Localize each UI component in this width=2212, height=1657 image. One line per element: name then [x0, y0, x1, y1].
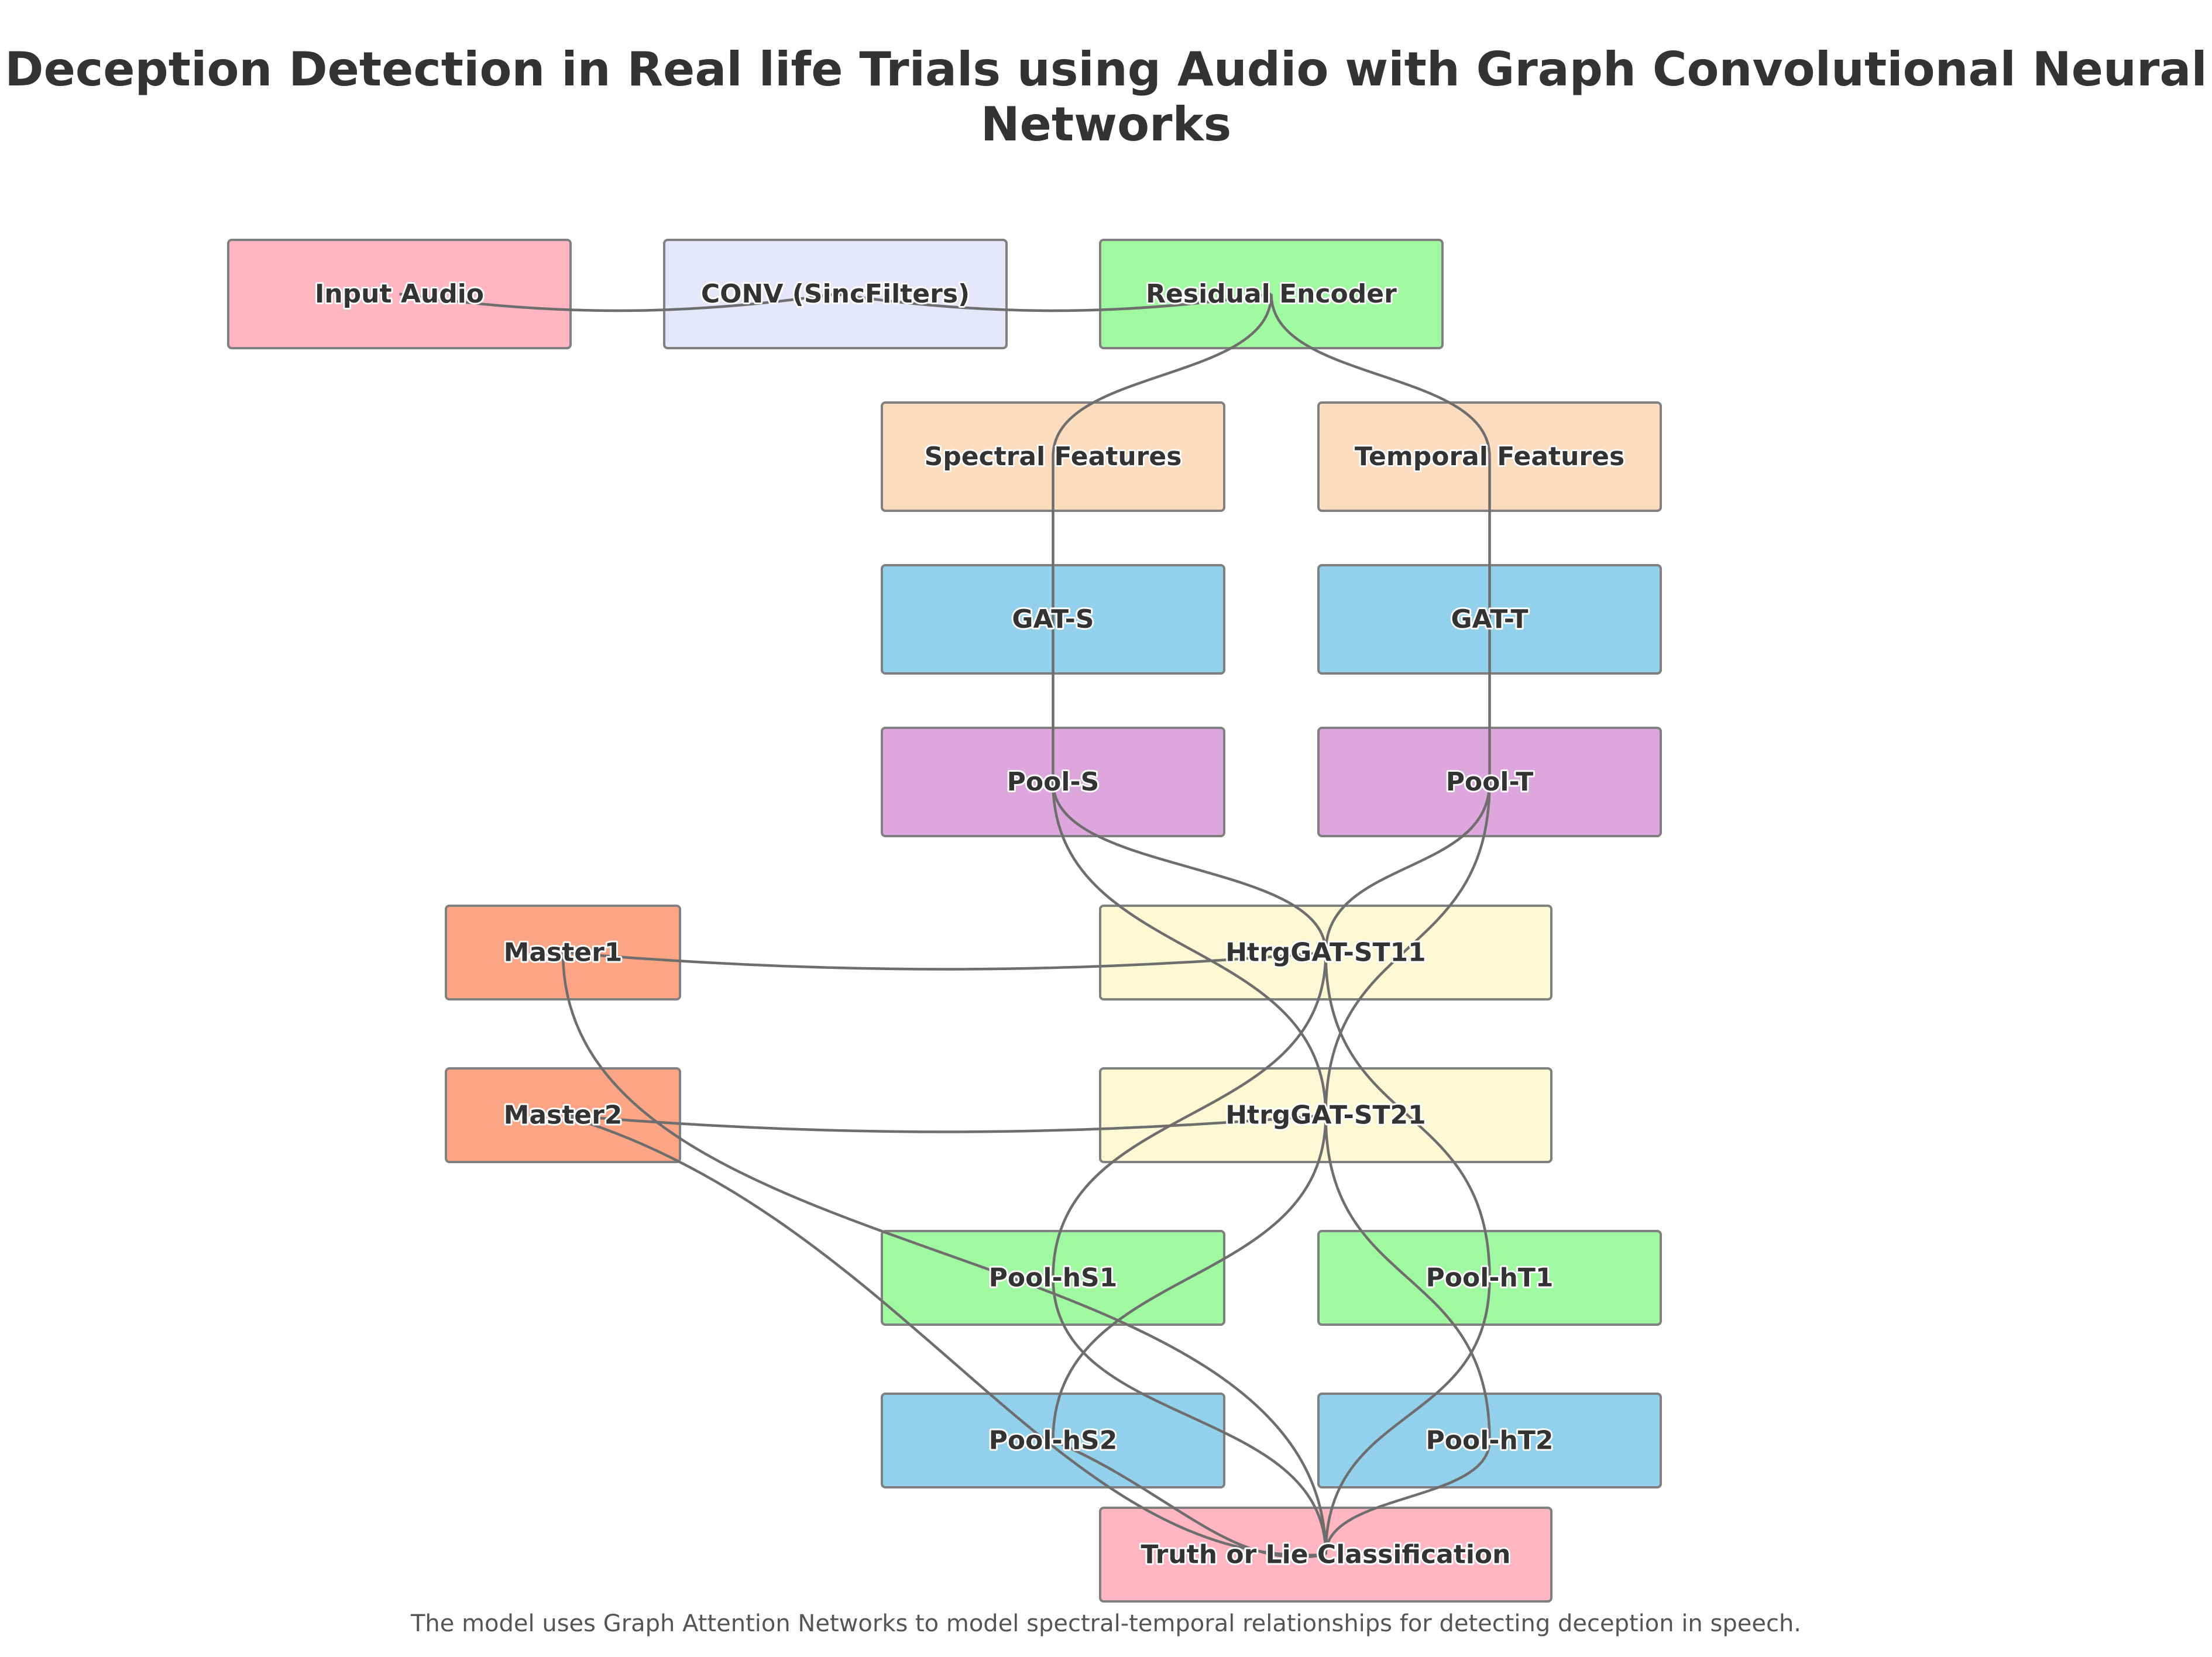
- node-gats-label: GAT-S: [1012, 604, 1094, 634]
- node-gatt-label: GAT-T: [1451, 604, 1529, 634]
- node-poolhs1-label: Pool-hS1: [988, 1263, 1118, 1293]
- node-pools-label: Pool-S: [1007, 767, 1100, 797]
- node-htrg21-label: HtrgGAT-ST21: [1225, 1100, 1426, 1130]
- node-master2-label: Master2: [503, 1100, 623, 1130]
- node-poolht2-label: Pool-hT2: [1426, 1425, 1554, 1456]
- node-poolt-label: Pool-T: [1445, 767, 1534, 797]
- node-htrg11-label: HtrgGAT-ST11: [1225, 937, 1426, 968]
- node-master1-label: Master1: [503, 937, 623, 968]
- node-encoder-label: Residual Encoder: [1146, 279, 1397, 309]
- node-poolhs2-label: Pool-hS2: [988, 1425, 1118, 1456]
- node-temporal-label: Temporal Features: [1354, 442, 1625, 472]
- edge-master2-to-truth: [563, 1115, 1326, 1555]
- node-spectral-label: Spectral Features: [924, 442, 1182, 472]
- diagram-caption: The model uses Graph Attention Networks to model spectral-temporal relationships for detecting deception in speech.: [410, 1610, 1802, 1637]
- node-poolht1-label: Pool-hT1: [1426, 1263, 1554, 1293]
- node-truth-label: Truth or Lie Classification: [1141, 1539, 1511, 1570]
- node-input-label: Input Audio: [314, 279, 485, 309]
- node-conv-label: CONV (SincFilters): [700, 279, 970, 309]
- diagram-title: Deception Detection in Real life Trials using Audio with Graph Convolutional Neural Networks: [5, 42, 2207, 152]
